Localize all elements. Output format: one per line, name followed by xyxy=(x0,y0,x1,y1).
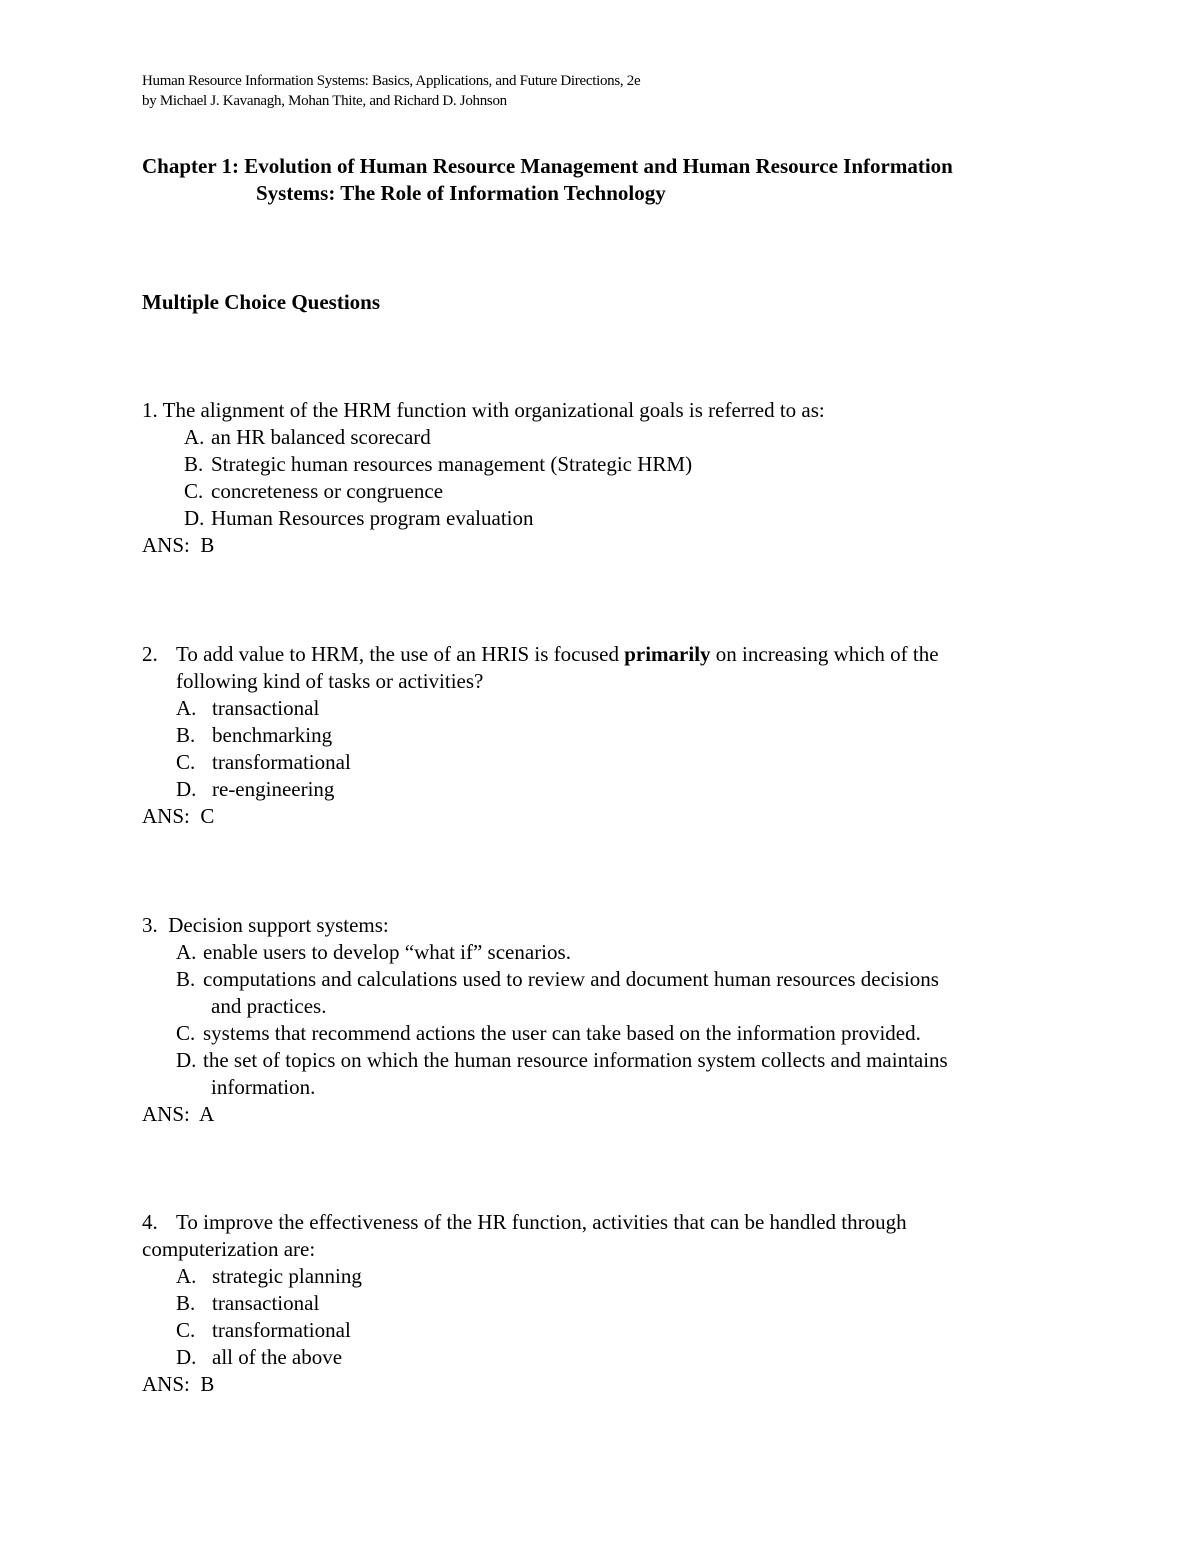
question-2-stem xyxy=(142,642,939,667)
question-number: 4. xyxy=(142,1210,158,1234)
option-label: A. xyxy=(176,696,197,720)
question-3-option-b xyxy=(176,967,939,992)
option-text: re-engineering xyxy=(212,777,335,801)
question-1-option-b xyxy=(184,452,692,477)
question-3-option-c xyxy=(176,1021,921,1046)
question-4-stem-line-2: computerization are: xyxy=(142,1237,316,1261)
book-authors-header: by Michael J. Kavanagh, Mohan Thite, and Richard D. Johnson xyxy=(142,93,507,109)
option-text: an HR balanced scorecard xyxy=(211,425,431,449)
question-2-option-c xyxy=(176,750,351,775)
question-3-option-a xyxy=(176,940,571,965)
question-1-option-d xyxy=(184,506,534,531)
question-number: 3. xyxy=(142,913,158,937)
option-text: transactional xyxy=(212,1291,320,1315)
chapter-title-line-2: Systems: The Role of Information Technology xyxy=(256,181,666,205)
question-1-stem xyxy=(142,398,825,423)
question-4-option-a xyxy=(176,1264,362,1289)
question-text: The alignment of the HRM function with organizational goals is referred to as: xyxy=(162,398,825,422)
question-4-stem xyxy=(142,1210,907,1235)
option-text: all of the above xyxy=(212,1345,343,1369)
option-label: C. xyxy=(176,1318,196,1342)
option-text: strategic planning xyxy=(212,1264,362,1288)
option-text: Strategic human resources management (Strategic HRM) xyxy=(211,452,693,476)
question-3-option-d-line-2: information. xyxy=(211,1075,316,1099)
option-label: D. xyxy=(176,1345,197,1369)
question-4-answer: ANS: B xyxy=(142,1372,215,1396)
question-2-stem-line-2: following kind of tasks or activities? xyxy=(176,669,484,693)
option-label: C. xyxy=(184,479,204,503)
option-label: A. xyxy=(176,1264,197,1288)
question-2-option-a xyxy=(176,696,319,721)
option-text: systems that recommend actions the user can take based on the information provided. xyxy=(203,1021,921,1045)
question-3-option-b-line-2: and practices. xyxy=(211,994,327,1018)
option-label: D. xyxy=(176,777,197,801)
option-text: concreteness or congruence xyxy=(211,479,444,503)
question-text: To add value to HRM, the use of an HRIS is focused xyxy=(176,642,625,666)
question-text: To improve the effectiveness of the HR function, activities that can be handled through xyxy=(176,1210,907,1234)
option-label: A. xyxy=(184,425,205,449)
question-2-answer: ANS: C xyxy=(142,804,215,828)
option-label: C. xyxy=(176,1021,196,1045)
option-text: transactional xyxy=(212,696,320,720)
option-label: A. xyxy=(176,940,197,964)
option-text: enable users to develop “what if” scenarios. xyxy=(203,940,571,964)
question-2-option-d xyxy=(176,777,334,802)
question-1-answer: ANS: B xyxy=(142,533,215,557)
option-label: B. xyxy=(176,723,196,747)
question-2-option-b xyxy=(176,723,332,748)
option-label: B. xyxy=(184,452,204,476)
question-emphasis: primarily xyxy=(624,642,711,666)
question-1-option-c xyxy=(184,479,443,504)
section-title: Multiple Choice Questions xyxy=(142,290,381,314)
option-label: D. xyxy=(184,506,205,530)
book-title-header: Human Resource Information Systems: Basics, Applications, and Future Directions, 2e xyxy=(142,73,641,89)
option-label: B. xyxy=(176,967,196,991)
question-text-cont: on increasing which of the xyxy=(710,642,939,666)
option-text: Human Resources program evaluation xyxy=(211,506,534,530)
question-4-option-c xyxy=(176,1318,351,1343)
question-number: 1. xyxy=(142,398,158,422)
option-text: transformational xyxy=(212,1318,351,1342)
question-4-option-d xyxy=(176,1345,342,1370)
question-4-option-b xyxy=(176,1291,319,1316)
chapter-title-line-1: Chapter 1: Evolution of Human Resource Management and Human Resource Information xyxy=(142,154,953,178)
option-label: B. xyxy=(176,1291,196,1315)
question-3-stem xyxy=(142,913,389,938)
option-label: D. xyxy=(176,1048,197,1072)
question-3-answer: ANS: A xyxy=(142,1102,215,1126)
option-text: computations and calculations used to review and document human resources decisions xyxy=(203,967,939,991)
question-text: Decision support systems: xyxy=(168,913,389,937)
question-3-option-d xyxy=(176,1048,948,1073)
option-label: C. xyxy=(176,750,196,774)
question-1-option-a xyxy=(184,425,431,450)
option-text: benchmarking xyxy=(212,723,333,747)
option-text: transformational xyxy=(212,750,351,774)
option-text: the set of topics on which the human resource information system collects and maintains xyxy=(203,1048,948,1072)
question-number: 2. xyxy=(142,642,158,666)
